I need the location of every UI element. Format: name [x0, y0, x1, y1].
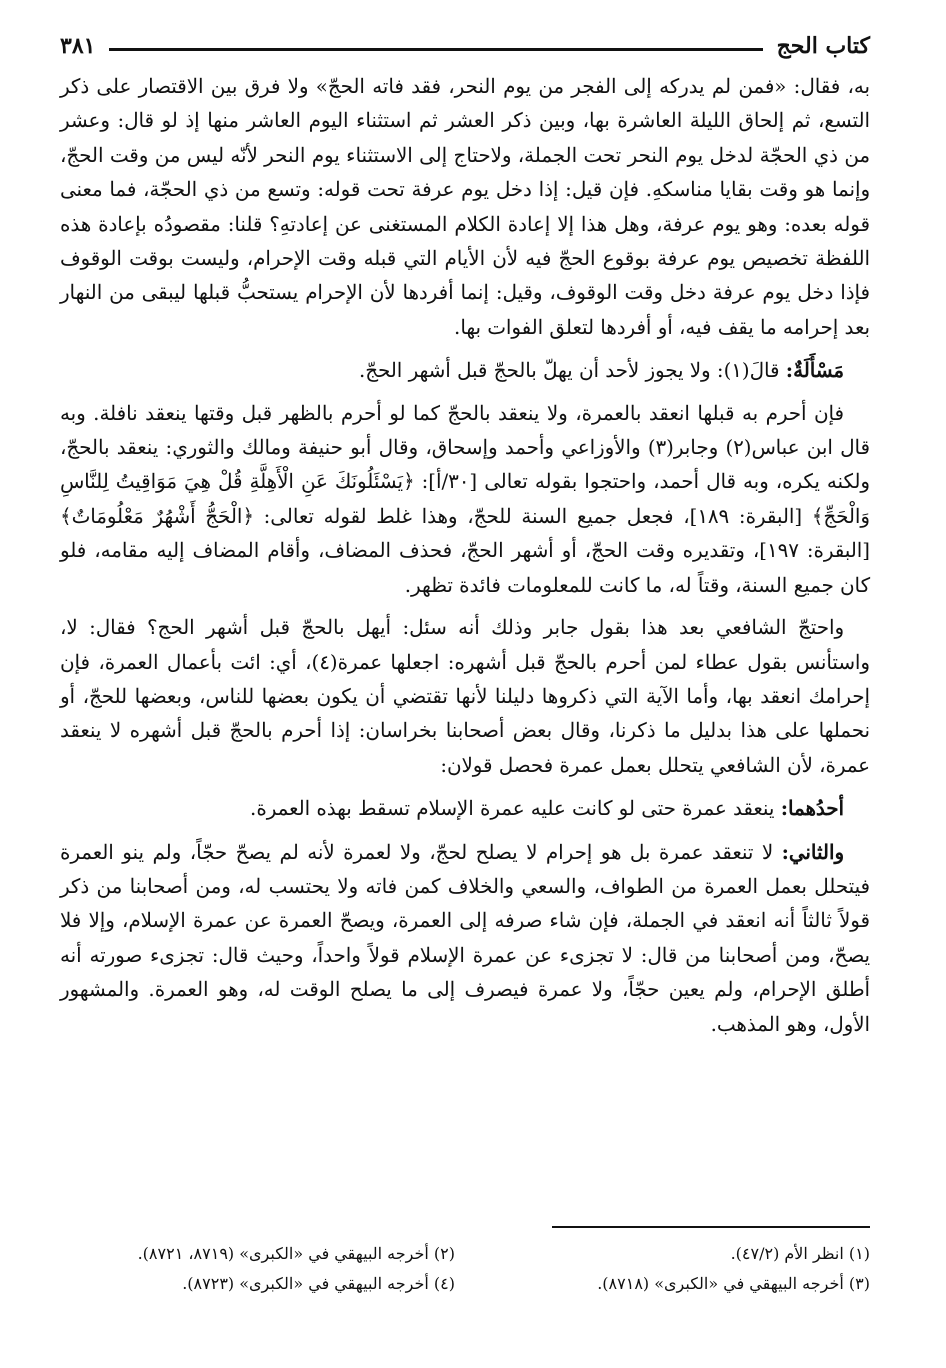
page — [60, 20, 870, 1350]
footnote-text: أخرجه البيهقي في «الكبرى» (٨٧١٨). — [597, 1274, 844, 1293]
footnote-number: (٣) — [848, 1274, 870, 1293]
footnote-rule — [552, 1226, 870, 1228]
paragraph-text: لا تنعقد عمرة بل هو إحرام لا يصلح لحجّ، ولا لعمرة لأنه لم يصحّ حجّاً، ولم ينو العمرة فيتحلل بعمل العمرة من الطواف، والسعي والخلاف كمن فاته ولا يحتسب له، ومن أصحابنا من ذكر قولاً ثالثاً أنه انعقد في الجملة، فإن شاء صرفه إلى العمرة، ويصحّ العمرة عن عمرة الإسلام، وإلا فلا يصحّ، ومن أصحابنا من قال: لا تجزىء عن عمرة الإسلام قولاً واحداً، وحيث قال: تجزىء صورته أنه أطلق الإحرام، ولم يعين حجّاً، ولا عمرة فيصرف إلى ما يصلح الوقت له، وهو العمرة. والمشهور الأول، وهو المذهب. — [60, 840, 870, 1036]
paragraph-text: فإن أحرم به قبلها انعقد بالعمرة، ولا ينعقد بالحجّ كما لو أحرم بالظهر قبل وقتها ينعقد نافلة. وبه قال ابن عباس(٢) وجابر(٣) والأوزاعي وأحمد وإسحاق، وقال أبو حنيفة ومالك والثوري: ينعقد بالحجّ، ولكنه يكره، وبه قال أحمد، واحتجوا بقوله تعالى [٣٠/أ]: ﴿يَسْئَلُونَكَ عَنِ الْأَهِلَّةِ قُلْ هِيَ مَوَاقِيتُ لِلنَّاسِ وَالْحَجِّ﴾ [البقرة: ١٨٩]، فجعل جميع السنة للحجّ، وهذا غلط لقوله تعالى: ﴿الْحَجُّ أَشْهُرٌ مَعْلُومَاتٌ﴾ [البقرة: ١٩٧]، وتقديره وقت الحجّ، أو أشهر الحجّ، فحذف المضاف، وأقام المضاف إليه مقامه، فلو كان جميع السنة، وقتاً له، ما كانت للمعلومات فائدة تظهر. — [60, 401, 871, 597]
main-text — [60, 70, 870, 1042]
footnote-text: أخرجه البيهقي في «الكبرى» (٨٧٢٣). — [182, 1274, 429, 1293]
footnote — [60, 1272, 455, 1296]
first-opinion-label: أحدُهما: — [780, 796, 844, 821]
footnote — [475, 1272, 870, 1296]
footnote-text: أخرجه البيهقي في «الكبرى» (٨٧١٩، ٨٧٢١). — [137, 1244, 429, 1263]
paragraph-text: قالَ(١): ولا يجوز لأحد أن يهلّ بالحجّ قبل أشهر الحجّ. — [358, 359, 780, 383]
running-header — [60, 26, 870, 66]
page-number: ٣٨١ — [60, 33, 96, 59]
paragraph-text: ينعقد عمرة حتى لو كانت عليه عمرة الإسلام تسقط بهذه العمرة. — [250, 797, 775, 821]
footnote — [475, 1242, 870, 1266]
paragraph — [60, 397, 870, 603]
paragraph-first-opinion — [60, 791, 870, 826]
chapter-title: كتاب الحج — [776, 33, 870, 59]
footnote-number: (٢) — [433, 1244, 455, 1263]
footnote-number: (٤) — [433, 1274, 455, 1293]
footnotes — [60, 1242, 870, 1296]
footnote — [60, 1242, 455, 1266]
footnote-number: (١) — [848, 1244, 870, 1263]
second-opinion-label: والثاني: — [781, 839, 844, 864]
paragraph-masala — [60, 353, 870, 388]
paragraph — [60, 611, 870, 783]
masala-heading: مَسْأَلَةٌ: — [785, 358, 844, 383]
footnote-text: انظر الأم (٤٧/٢). — [730, 1244, 844, 1263]
paragraph-text: واحتجّ الشافعي بعد هذا بقول جابر وذلك أنه سئل: أيهل بالحجّ قبل أشهر الحج؟ فقال: لا، واستأنس بقول عطاء لمن أحرم بالحجّ قبل أشهره: اجعلها عمرة(٤)، أي: ائت بأعمال العمرة، فإن إحرامك انعقد بها، وأما الآية التي ذكروها دليلنا لأنها تقتضي أن يكون بعضها للناس، وبعضها للحجّ، أو نحملها على هذا بدليل ما ذكرنا، وقال بعض أصحابنا بخراسان: إذا أحرم بالحجّ قبل أشهره لا ينعقد عمرة، لأن الشافعي يتحلل بعمل عمرة فحصل قولان: — [60, 616, 870, 777]
header-rule — [109, 48, 762, 51]
paragraph — [60, 70, 870, 345]
paragraph-text: به، فقال: «فمن لم يدركه إلى الفجر من يوم النحر، فقد فاته الحجّ» ولا فرق بين الاقتصار على ذكر التسع، ثم إلحاق الليلة العاشرة بها، وبين ذكر العشر ثم استثناء اليوم العاشر منها إذ لو قال: وعشر من ذي الحجّة لدخل يوم النحر تحت الجملة، ولاحتاج إلى الاستثناء يوم النحر لأنّه ليس من وقت الحجّ، وإنما هو وقت بقايا مناسكهِ. فإن قيل: إذا دخل يوم عرفة تحت قوله: وتسع من ذي الحجّة، فما معنى قوله بعده: وهو يوم عرفة، وهل هذا إلا إعادة الكلام المستغنى عن إعادتهِ؟ قلنا: مقصودُه بإعادة هذه اللفظة تخصيص يوم عرفة بوقوع الحجّ فيه لأن الأيام التي قبله وقت الإحرام، وليست بوقت الوقوف فإذا دخل يوم عرفة دخل وقت الوقوف، وقيل: إنما أفردها لأن الإحرام يستحبُّ قبلها ليبقى من النهار بعد إحرامه ما يقف فيه، أو أفردها لتعلق الفوات بها. — [60, 75, 870, 339]
paragraph-second-opinion — [60, 835, 870, 1042]
